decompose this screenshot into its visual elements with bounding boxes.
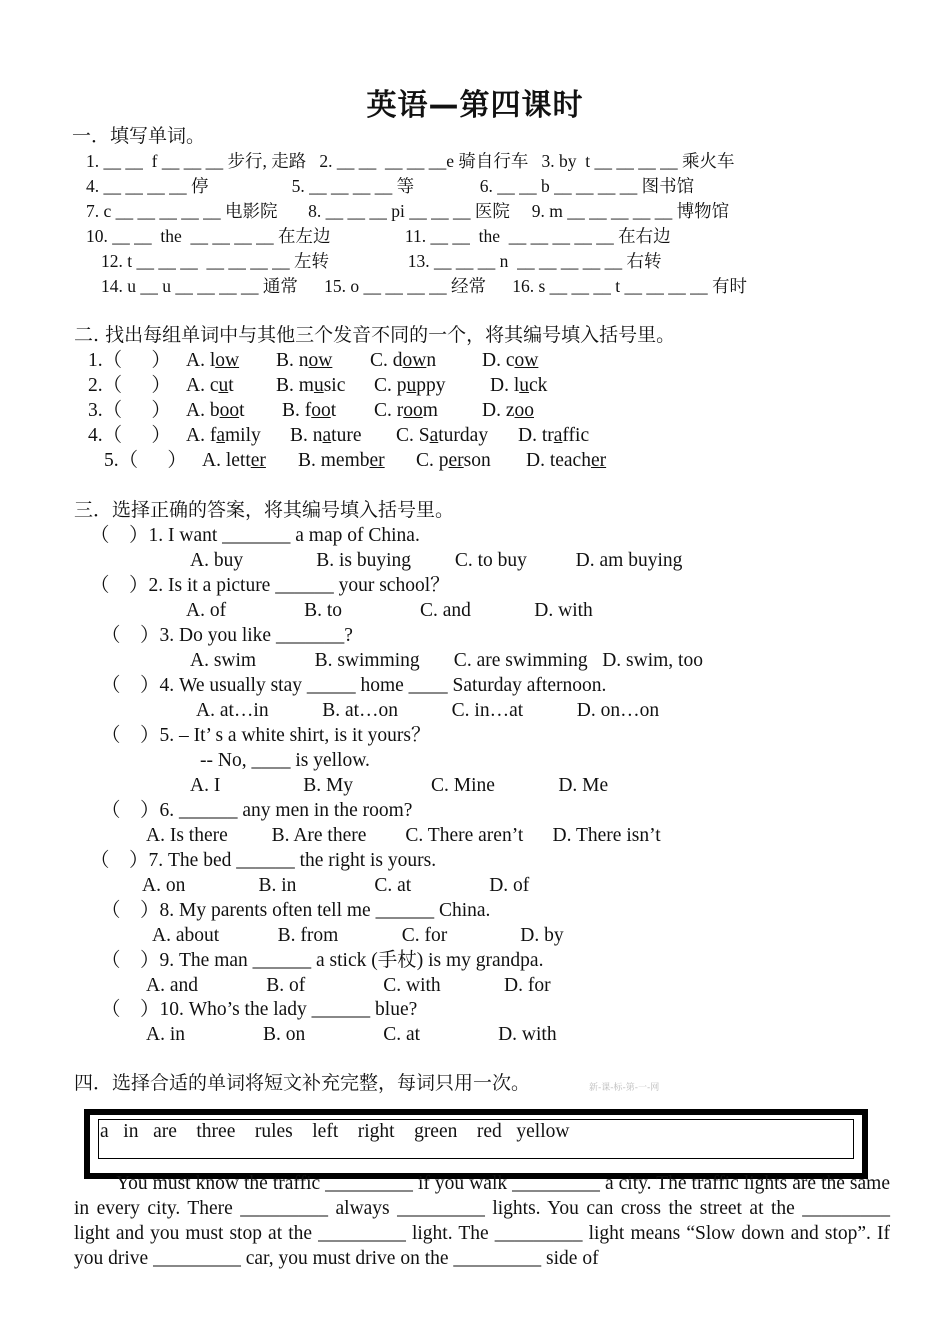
option-prefix: B. n xyxy=(276,350,309,371)
option-a xyxy=(202,448,266,473)
question-6: （ ）6. ______ any men in the room? xyxy=(101,800,413,821)
option-c xyxy=(396,423,488,448)
pronunciation-item-5 xyxy=(104,448,187,473)
option-prefix: C. d xyxy=(370,350,403,371)
vocab-line-5: 12. t __ __ __ __ __ __ __ 左转 13. __ __ __ n __ __ __ __ __ 右转 xyxy=(101,251,662,271)
option-b xyxy=(298,448,385,473)
option-suffix: t xyxy=(330,400,337,421)
option-prefix: B. f xyxy=(282,400,312,421)
option-suffix: ffic xyxy=(562,425,590,446)
underlined-letters: er xyxy=(369,450,385,471)
option-suffix: m xyxy=(422,400,438,421)
underlined-letters: a xyxy=(216,425,225,446)
question-10-options: A. in B. on C. at D. with xyxy=(146,1024,557,1045)
option-c xyxy=(370,348,436,373)
underlined-letters: er xyxy=(448,450,464,471)
option-prefix: C. S xyxy=(396,425,430,446)
vocab-line-3: 7. c __ __ __ __ __ 电影院 8. __ __ __ pi __ __ __ 医院 9. m __ __ __ __ __ 博物馆 xyxy=(86,201,730,221)
underlined-letters: u xyxy=(406,375,417,396)
section2-heading: 二. 找出每组单词中与其他三个发音不同的一个，将其编号填入括号里。 xyxy=(74,324,676,346)
underlined-letters: ow xyxy=(402,350,427,371)
question-10: （ ）10. Who’s the lady ______ blue? xyxy=(101,999,418,1020)
question-3: （ ）3. Do you like _______? xyxy=(101,625,353,646)
underlined-letters: er xyxy=(250,450,266,471)
underlined-letters: u xyxy=(519,375,529,396)
option-suffix: son xyxy=(463,450,491,471)
watermark: 新-课-标-第-一-网 xyxy=(589,1083,660,1093)
question-7-options: A. on B. in C. at D. of xyxy=(142,875,530,896)
option-prefix: D. tr xyxy=(518,425,554,446)
option-prefix: A. f xyxy=(186,425,217,446)
word-bank: a in are three rules left right green red yellow xyxy=(100,1121,570,1142)
underlined-letters: a xyxy=(553,425,563,446)
question-9-options: A. and B. of C. with D. for xyxy=(146,975,551,996)
option-prefix: D. z xyxy=(482,400,515,421)
option-prefix: B. m xyxy=(276,375,314,396)
option-suffix: n xyxy=(426,350,437,371)
vocab-line-1: 1. __ __ f __ __ __ 步行, 走路 2. __ __ __ __ __e 骑自行车 3. by t __ __ __ __ 乘火车 xyxy=(86,151,735,171)
item-number-bracket: 3.（ ） xyxy=(88,400,171,421)
pronunciation-item-2 xyxy=(88,373,171,398)
pronunciation-item-3 xyxy=(88,398,171,423)
underlined-letters: oo xyxy=(219,400,240,421)
vocab-line-4: 10. __ __ the __ __ __ __ 在左边 11. __ __ the __ __ __ __ __ 在右边 xyxy=(86,226,671,246)
option-prefix: C. r xyxy=(374,400,404,421)
underlined-letters: u xyxy=(313,375,324,396)
item-number-bracket: 5.（ ） xyxy=(104,450,187,471)
option-b xyxy=(290,423,362,448)
question-8: （ ）8. My parents often tell me ______ China. xyxy=(101,900,491,921)
option-prefix: B. n xyxy=(290,425,323,446)
option-suffix: ture xyxy=(331,425,362,446)
option-prefix: D. l xyxy=(490,375,520,396)
option-c xyxy=(374,373,446,398)
question-5-options: A. I B. My C. Mine D. Me xyxy=(190,775,609,796)
item-number-bracket: 4.（ ） xyxy=(88,425,171,446)
question-1-options: A. buy B. is buying C. to buy D. am buying xyxy=(190,550,683,571)
question-4: （ ）4. We usually stay _____ home ____ Saturday afternoon. xyxy=(101,675,607,696)
option-b xyxy=(282,398,336,423)
question-8-options: A. about B. from C. for D. by xyxy=(152,925,564,946)
option-suffix: t xyxy=(239,400,245,421)
word-bank-box xyxy=(84,1109,868,1179)
page-title: 英语—第四课时 xyxy=(366,88,584,123)
option-c xyxy=(374,398,438,423)
option-b xyxy=(276,373,345,398)
option-prefix: A. b xyxy=(186,400,220,421)
option-suffix: t xyxy=(228,375,234,396)
underlined-letters: ow xyxy=(514,350,539,371)
underlined-letters: er xyxy=(590,450,607,471)
section4-heading: 四．选择合适的单词将短文补充完整，每词只用一次。 xyxy=(74,1072,531,1094)
option-prefix: A. l xyxy=(186,350,216,371)
option-prefix: D. teach xyxy=(526,450,591,471)
underlined-letters: ow xyxy=(215,350,240,371)
underlined-letters: ow xyxy=(308,350,333,371)
underlined-letters: a xyxy=(322,425,332,446)
vocab-line-2: 4. __ __ __ __ 停 5. __ __ __ __ 等 6. __ __ b __ __ __ __ 图书馆 xyxy=(86,176,695,196)
item-number-bracket: 2.（ ） xyxy=(88,375,171,396)
question-2-options: A. of B. to C. and D. with xyxy=(186,600,593,621)
option-b xyxy=(276,348,332,373)
question-6-options: A. Is there B. Are there C. There aren’t D. There isn’t xyxy=(146,825,661,846)
option-a xyxy=(186,348,239,373)
option-d xyxy=(490,373,547,398)
option-a xyxy=(186,423,261,448)
underlined-letters: a xyxy=(429,425,439,446)
underlined-letters: oo xyxy=(514,400,534,421)
option-suffix: ck xyxy=(529,375,548,396)
cloze-paragraph xyxy=(74,1171,890,1271)
option-prefix: D. c xyxy=(482,350,515,371)
cloze-paragraph-text: You must know the traffic _________ if you walk _________ a city. The traffic lights are the same in every city. There _________ always _________ lights. You can cross the street at the _________ light and you must stop at the _________ light. The _________ light means “Slow down and stop”. If you drive _________ car, you must drive on the _________ side of xyxy=(74,1173,890,1269)
option-d xyxy=(482,398,534,423)
option-suffix: mily xyxy=(224,425,261,446)
underlined-letters: oo xyxy=(311,400,331,421)
question-9: （ ）9. The man ______ a stick (手杖) is my grandpa. xyxy=(101,950,544,971)
question-1: （ ）1. I want _______ a map of China. xyxy=(90,525,420,546)
option-a xyxy=(186,398,245,423)
item-number-bracket: 1.（ ） xyxy=(88,350,171,371)
underlined-letters: u xyxy=(218,375,229,396)
option-prefix: C. p xyxy=(374,375,407,396)
pronunciation-item-1 xyxy=(88,348,171,373)
question-2: （ ）2. Is it a picture ______ your school？ xyxy=(90,575,450,596)
option-suffix: turday xyxy=(438,425,489,446)
pronunciation-item-4 xyxy=(88,423,171,448)
vocab-line-6: 14. u __ u __ __ __ __ 通常 15. o __ __ __ __ 经常 16. s __ __ __ t __ __ __ __ 有时 xyxy=(101,276,748,296)
option-suffix: sic xyxy=(323,375,346,396)
option-suffix: ppy xyxy=(416,375,446,396)
option-a xyxy=(186,373,234,398)
question-7: （ ）7. The bed ______ the right is yours. xyxy=(90,850,437,871)
underlined-letters: oo xyxy=(403,400,423,421)
question-3-options: A. swim B. swimming C. are swimming D. swim, too xyxy=(190,650,703,671)
option-prefix: A. c xyxy=(186,375,219,396)
option-prefix: A. lett xyxy=(202,450,251,471)
question-4-options: A. at…in B. at…on C. in…at D. on…on xyxy=(196,700,660,721)
question-5-reply: -- No, ____ is yellow. xyxy=(200,750,370,771)
option-d xyxy=(518,423,589,448)
option-prefix: C. p xyxy=(416,450,449,471)
option-d xyxy=(526,448,606,473)
section1-heading: 一．填写单词。 xyxy=(72,125,206,147)
question-5: （ ）5. – It’ s a white shirt, is it yours？ xyxy=(101,725,431,746)
option-c xyxy=(416,448,491,473)
option-d xyxy=(482,348,538,373)
option-prefix: B. memb xyxy=(298,450,370,471)
section3-heading: 三．选择正确的答案，将其编号填入括号里。 xyxy=(74,499,455,521)
